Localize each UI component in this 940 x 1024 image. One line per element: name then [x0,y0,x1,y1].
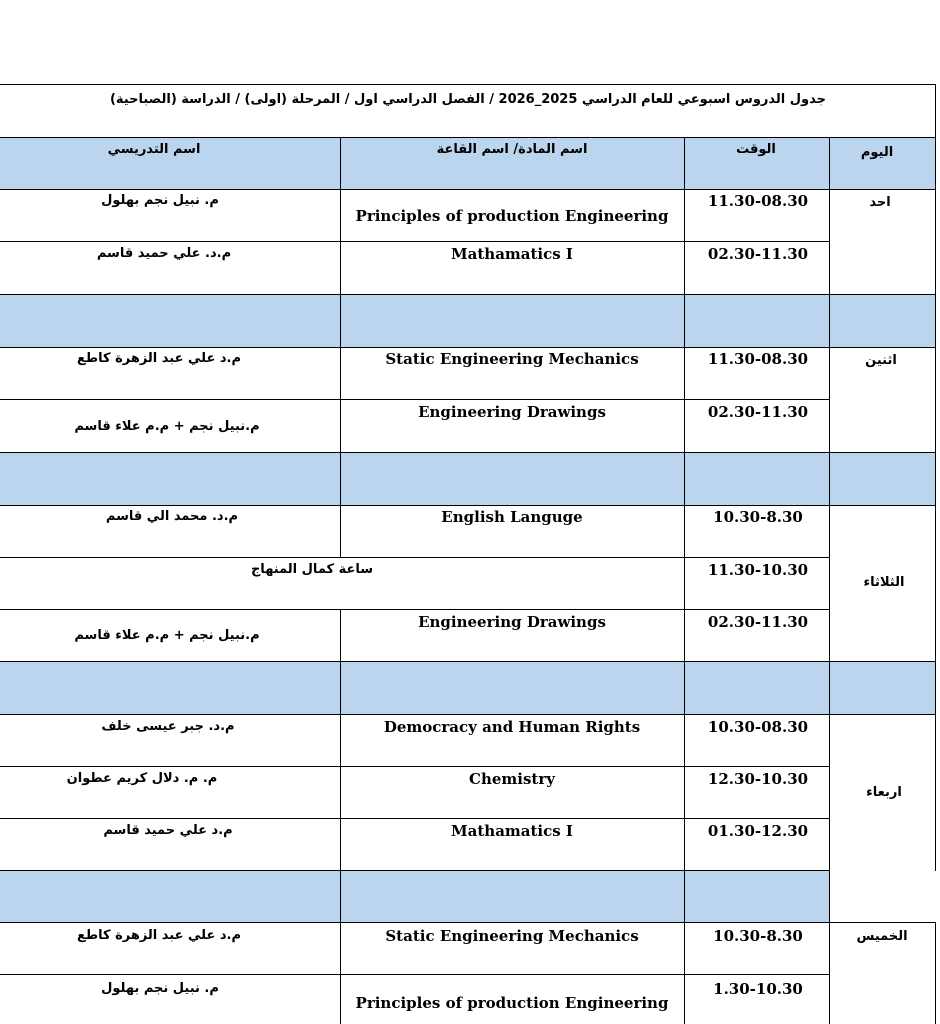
separator-row-fill [0,871,829,923]
teacher-cell: م.د علي عبد الزهرة كاطع [76,928,242,943]
teacher-cell: م.د. علي حميد قاسم [96,246,232,261]
merged-cell: ساعة كمال المنهاج [250,562,374,577]
grid-line [0,661,936,662]
grid-line [0,870,829,871]
time-cell: 02.30-11.30 [707,245,809,263]
time-cell: 02.30-11.30 [707,403,809,421]
time-cell: 12.30-10.30 [707,770,809,788]
header-time: الوقت [736,142,776,157]
grid-line [0,452,936,453]
separator-row-fill [0,295,936,347]
grid-line [935,84,936,137]
subject-cell: Engineering Drawings [418,403,606,421]
time-cell: 01.30-12.30 [707,822,809,840]
time-cell: 10.30-8.30 [713,508,803,526]
time-cell: 10.30-8.30 [713,927,803,945]
header-day: اليوم [860,145,894,160]
grid-line [0,818,829,819]
teacher-cell: م. نبيل نجم بهلول [101,981,219,996]
grid-line [0,766,829,767]
subject-cell: Static Engineering Mechanics [385,350,639,368]
time-cell: 11.30-08.30 [707,192,809,210]
subject-cell: Democracy and Human Rights [383,718,641,736]
separator-row-fill [0,662,936,714]
teacher-cell: م. نبيل نجم بهلول [101,193,219,208]
teacher-cell: م.د. جبر عيسى خلف [101,719,235,734]
subject-cell: Principles of production Engineering [355,994,669,1012]
separator-row-fill [0,453,936,505]
grid-line [0,399,829,400]
grid-line [0,84,936,85]
time-cell: 10.30-08.30 [707,718,809,736]
time-cell: 11.30-10.30 [707,561,809,579]
header-teacher: اسم التدريسي [107,142,201,157]
day-wednesday: اربعاء [866,785,902,800]
subject-cell: Chemistry [469,770,555,788]
header-subject: اسم المادة/ اسم القاعة [436,142,588,157]
teacher-cell: م.د علي حميد قاسم [103,823,233,838]
time-cell: 11.30-08.30 [707,350,809,368]
grid-line [0,974,829,975]
subject-cell: Mathamatics I [451,245,573,263]
teacher-cell: م.نبيل نجم + م.م علاء قاسم [74,628,260,643]
grid-line [0,189,936,190]
subject-cell: Static Engineering Mechanics [385,927,639,945]
grid-line [935,922,936,1024]
day-monday: اثنين [865,353,897,368]
teacher-cell: م.د. محمد الي قاسم [105,509,239,524]
grid-line [0,294,936,295]
page-title: جدول الدروس اسبوعي للعام الدراسي 2025_2026 / الفصل الدراسي اول / المرحلة (اولى) / الدراسة (الصباحية) [109,92,827,107]
day-tuesday: الثلاثاء [863,575,905,590]
grid-line [0,347,936,348]
grid-line [0,557,829,558]
grid-line [829,137,830,1024]
subject-cell: Principles of production Engineering [355,207,669,225]
grid-line [0,922,936,923]
grid-line [0,137,936,138]
day-thursday: الخميس [856,929,908,944]
time-cell: 02.30-11.30 [707,613,809,631]
grid-line [0,241,829,242]
grid-line [0,505,936,506]
grid-line [684,137,685,1024]
grid-line [935,137,936,871]
teacher-cell: م. م. دلال كريم عطوان [66,771,218,786]
day-sunday: احد [869,195,891,210]
teacher-cell: م.نبيل نجم + م.م علاء قاسم [74,419,260,434]
subject-cell: English Languge [441,508,583,526]
grid-line [0,714,936,715]
time-cell: 1.30-10.30 [713,980,803,998]
teacher-cell: م.د علي عبد الزهرة كاطع [76,351,242,366]
grid-line [340,137,341,557]
subject-cell: Engineering Drawings [418,613,606,631]
grid-line [340,609,341,1024]
grid-line [0,609,829,610]
subject-cell: Mathamatics I [451,822,573,840]
